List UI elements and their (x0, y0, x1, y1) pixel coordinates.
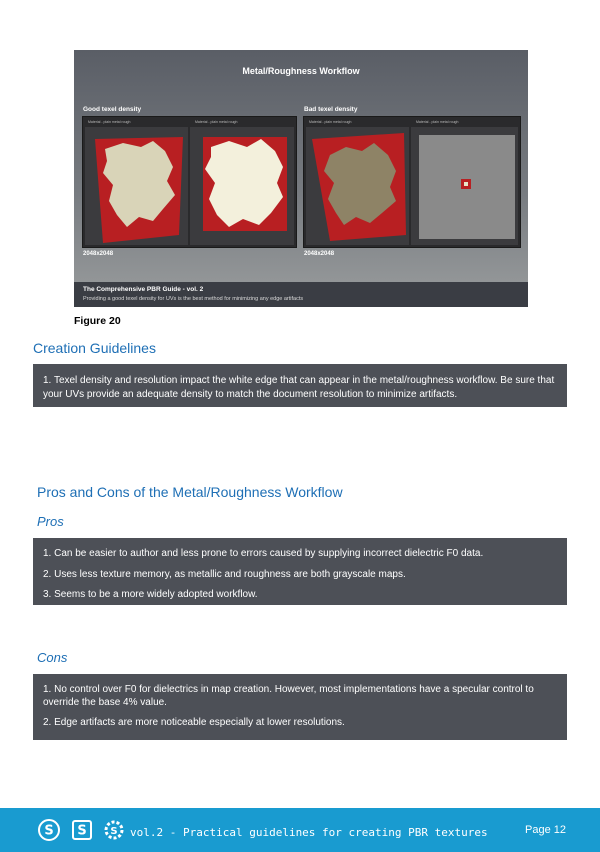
creation-guidelines-box (33, 364, 567, 407)
viewport-label-3d: Material - plain metal rough (309, 120, 352, 124)
svg-text:S: S (110, 826, 118, 837)
pros-box (33, 538, 567, 605)
pros-item: 1. Can be easier to author and less prone to errors caused by supplying incorrect dielectric F0 data. (43, 548, 484, 559)
viewport-label-2d: Material - plain metal rough (416, 120, 459, 124)
footer-text: vol.2 - Practical guidelines for creating PBR textures (130, 826, 488, 839)
pros-item: 3. Seems to be a more widely adopted workflow. (43, 589, 258, 600)
page-number: Page 12 (525, 824, 566, 836)
cons-item: 2. Edge artifacts are more noticeable especially at lower resolutions. (43, 717, 345, 728)
creation-guideline-text: 1. Texel density and resolution impact the white edge that can appear in the metal/roughness workflow. Be sure that your UVs provide an adequate density to match the document resolution to minimize artifacts. (43, 375, 555, 400)
svg-text:S: S (44, 823, 54, 839)
substance-logo-icon (70, 818, 94, 842)
cons-box (33, 674, 567, 740)
pros-cons-heading: Pros and Cons of the Metal/Roughness Workflow (37, 484, 343, 500)
creation-guidelines-heading: Creation Guidelines (33, 340, 156, 356)
figure-caption-title: The Comprehensive PBR Guide - vol. 2 (83, 286, 204, 293)
figure-image (74, 50, 528, 307)
svg-text:S: S (77, 823, 87, 839)
pros-item: 2. Uses less texture memory, as metallic and roughness are both grayscale maps. (43, 569, 406, 580)
pros-heading: Pros (37, 514, 64, 529)
viewport-label-3d: Material - plain metal rough (88, 120, 131, 124)
gear-logo-icon (102, 818, 126, 842)
bad-texel-label: Bad texel density (304, 106, 358, 113)
figure-label: Figure 20 (74, 315, 121, 327)
figure-title: Metal/Roughness Workflow (242, 66, 360, 76)
bad-resolution-label: 2048x2048 (304, 251, 335, 257)
substance-logo-icon (37, 818, 61, 842)
good-texel-panel (82, 116, 297, 248)
figure-caption-bar (74, 282, 528, 307)
cons-item: 1. No control over F0 for dielectrics in map creation. However, most implementations have a specular control to override the base 4% value. (43, 684, 534, 708)
good-texel-render (83, 117, 296, 247)
good-texel-label: Good texel density (83, 106, 142, 113)
bad-texel-panel (303, 116, 521, 248)
viewport-label-2d: Material - plain metal rough (195, 120, 238, 124)
good-resolution-label: 2048x2048 (83, 251, 114, 257)
figure-caption-subtitle: Providing a good texel density for UVs is the best method for minimizing any edge artifacts (83, 296, 304, 302)
page-footer (0, 808, 600, 852)
bad-texel-render (304, 117, 520, 247)
cons-heading: Cons (37, 650, 68, 665)
